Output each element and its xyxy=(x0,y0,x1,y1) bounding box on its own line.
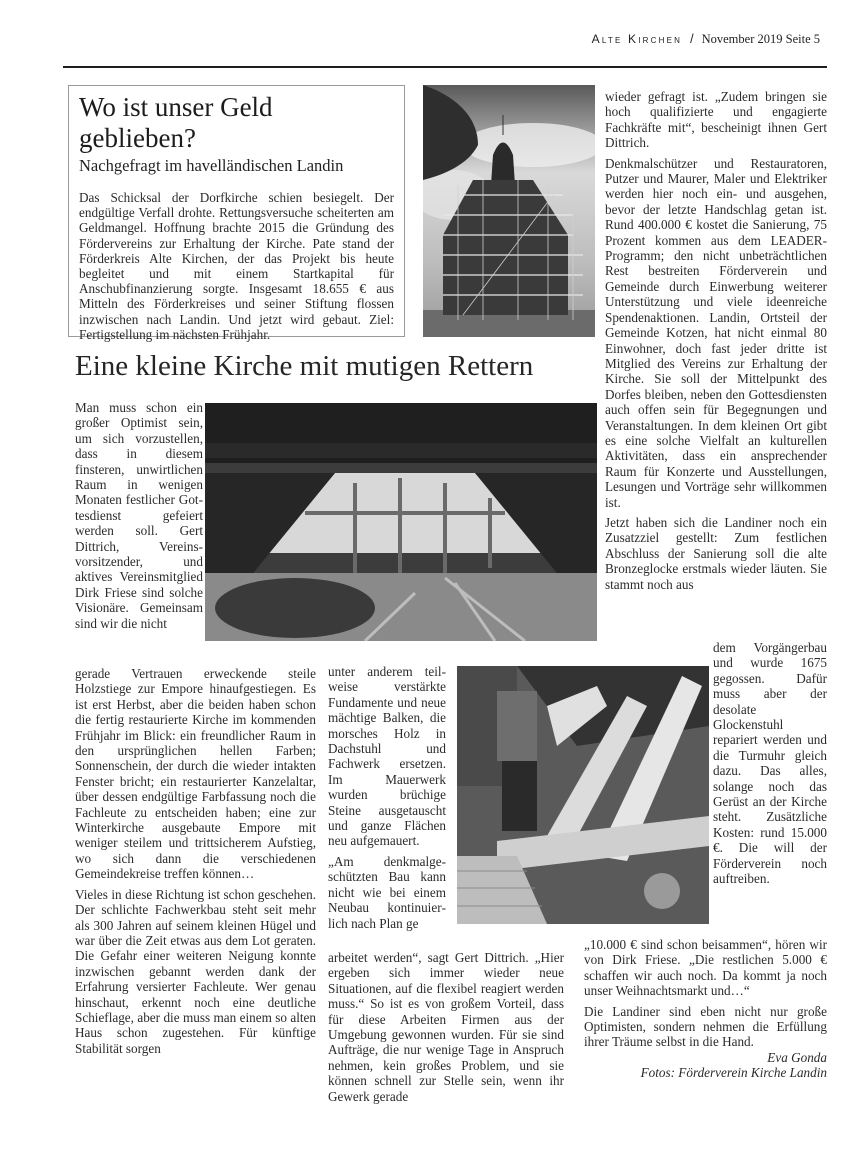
church-scaffolding-photo xyxy=(423,85,595,337)
article-headline: Eine kleine Kirche mit mutigen Rettern xyxy=(75,350,534,382)
article-column-right-narrow xyxy=(713,640,827,887)
article-paragraph: Vieles in diese Richtung ist schon geschehen. Der schlichte Fachwerkbau steht seit mehr als 300 Jahren auf seinem kleinen Hügel und war über die Zeit etwas aus dem Lot geraten. Die Gefahr einer weiteren Neigung konnte inzwischen gebannt werden dank der Erfahrung versierter Fachleute. Wer genau hinschaut, erkennt noch eine deutliche Schieflage, aber die muss man einem so alten Haus schon zugestehen. Für künftige Stabilität sorgen xyxy=(75,886,316,1056)
header-rule xyxy=(63,66,827,68)
article-column-right-bottom xyxy=(584,937,827,1081)
article-paragraph: arbeitet werden“, sagt Gert Dittrich. „Hier ergeben sich immer wieder neue Situationen, auf die flexibel reagiert werden muss.“ So ist es von großem Vorteil, dass für diese Arbeiten Firmen aus der Umgebung gewonnen wurden. Für sie sind Aufträge, die nur wenige Tage in Anspruch nehmen, kein großes Problem, und sie können schnell zur Stelle sein, wenn ihr Gewerk gerade xyxy=(328,950,564,1104)
article-paragraph: „Am denkmalgeschützten Bau kann nicht wie bei einem Neubau kontinuierlich nach Plan ge xyxy=(328,853,446,931)
article-paragraph: „10.000 € sind schon beisammen“, hören wir von Dirk Friese. „Die restlichen 5.000 € schaffen wir auch noch. Da kommt ja noch unser Weihnachtsmarkt und…“ xyxy=(584,937,827,999)
article-paragraph: unter anderem teilweise verstärkte Fundamente und neue mächtige Balken, die morsches Holz in Dachstuhl und Fachwerk ersetzen. Im Mauerwerk wurden brüchige Steine ausgetauscht und ganze Flächen neu aufgemauert. xyxy=(328,664,446,849)
article-paragraph: wieder gefragt ist. „Zudem bringen sie hoch qualifizierte und engagierte Fachkräfte mit“, bescheinigt ihnen Gert Dittrich. xyxy=(605,89,827,151)
article-column-middle-narrow xyxy=(328,664,446,931)
masthead-separator: / xyxy=(690,32,694,46)
article-paragraph: gerade Vertrauen erweckende steile Holzstiege zur Empore hinaufgestiegen. Es ist erst Herbst, aber die beiden haben schon die fertig restaurierte Kirche im kommenden Frühjahr im Blick: ein freundlicher Raum in den ursprünglichen hellen Farben; Sonnenschein, der durch die wieder intakten Fenster bricht; ein restaurierter Kanzelaltar, über dessen endgültige Farbfassung noch die Fachleute zu entscheiden haben; eine zur Winterkirche ausgebaute Empore mit weniger steilem und trittsicherem Aufstieg, wo sich dann die verschiedenen Gemeindekreise treffen können… xyxy=(75,666,316,882)
article-paragraph: Man muss schon ein großer Optimist sein, um sich vorzustellen, dass in diesem finsteren, unwirtlichen Raum in wenigen Monaten festlicher Gottesdienst gefeiert werden soll. Gert Dittrich, Vereinsvorsitzender, und aktives Vereinsmitglied Dirk Friese sind solche Visionäre. Gemeinsam sind wir die nicht xyxy=(75,400,203,631)
attic-interior-photo xyxy=(205,403,597,641)
publication-name: Alte Kirchen xyxy=(591,32,683,46)
sidebar-subtitle: Nachgefragt im havelländischen Landin xyxy=(79,156,344,175)
article-paragraph: Jetzt haben sich die Landiner noch ein Zusatzziel gestellt: Zum festlichen Abschluss der Sanierung soll die alte Bronzeglocke erstmals wieder läuten. Sie stammt noch aus xyxy=(605,514,827,592)
article-column-right xyxy=(605,89,827,592)
article-paragraph: dem Vorgängerbau und wurde 1675 gegossen. Dafür muss aber der desolate Glockenstuhl repariert werden und die Turmuhr gleich dazu. Das alles, solange noch das Gerüst an der Kirche steht. Zusätzliche Kosten: rund 15.000 €. Die will der Förderverein noch auftreiben. xyxy=(713,640,827,887)
author-name: Eva Gonda xyxy=(767,1049,827,1065)
masthead xyxy=(592,32,820,47)
article-paragraph: Die Landiner sind eben nicht nur große Optimisten, sondern nehmen die Erfüllung ihrer Träume selbst in die Hand. xyxy=(584,1003,827,1050)
sidebar-box xyxy=(68,85,405,342)
article-column-left xyxy=(75,666,316,1056)
article-column-left-narrow xyxy=(75,400,203,631)
issue-info: November 2019 Seite 5 xyxy=(701,32,820,46)
sidebar-body: Das Schicksal der Dorfkirche schien besiegelt. Der endgültige Verfall drohte. Rettungsversuche scheiterten am Geldmangel. Hoffnung brachte 2015 die Gründung des Fördervereins zur Erhaltung der Kirche. Pate stand der Förderkreis Alte Kirchen, der das Projekt bis heute begleitet und mit einem Startkapital für Anschubfinanzierung sorgte. Insgesamt 18.655 € aus Mitteln des Förderkreises und seiner Stiftung flossen inzwischen nach Landin. Und jetzt wird gebaut. Ziel: Fertigstellung im nächsten Frühjahr. xyxy=(79,190,394,342)
photo-credit: Fotos: Förderverein Kirche Landin xyxy=(640,1065,827,1081)
article-paragraph: Denkmalschützer und Restauratoren, Putzer und Maurer, Maler und Elektriker werden hier noch ein- und ausgehen, bevor der letzte Handschlag getan ist. Rund 400.000 € kostet die Sanierung, 75 Prozent kommen aus dem LEADER-Programm; den nicht unbeträchtlichen Rest bestreiten Förderverein und Gemeinde durch Einwerbung weiterer Unterstützung und viele ideenreiche Spendenaktionen. Landin, Ortsteil der Gemeinde Kotzen, hat nicht einmal 80 Einwohner, doch fast jeder dritte ist Mitglied des Vereins zur Erhaltung der Kirche. Sie soll der Mittelpunkt des Dorfes bleiben, neben den Gottesdiensten auch offen sein für Begegnungen und Veranstaltungen. In dem kleinen Ort gibt es eine solche Vielfalt an kulturellen Aktivitäten, dass ein ansprechender Raum für Konzerte und Ausstellungen, Lesungen und Vorträge sehr willkommen ist. xyxy=(605,155,827,510)
carpenter-beams-photo xyxy=(457,666,709,924)
article-column-middle xyxy=(328,950,564,1104)
sidebar-title: Wo ist unser Geld geblieben? xyxy=(79,92,273,153)
